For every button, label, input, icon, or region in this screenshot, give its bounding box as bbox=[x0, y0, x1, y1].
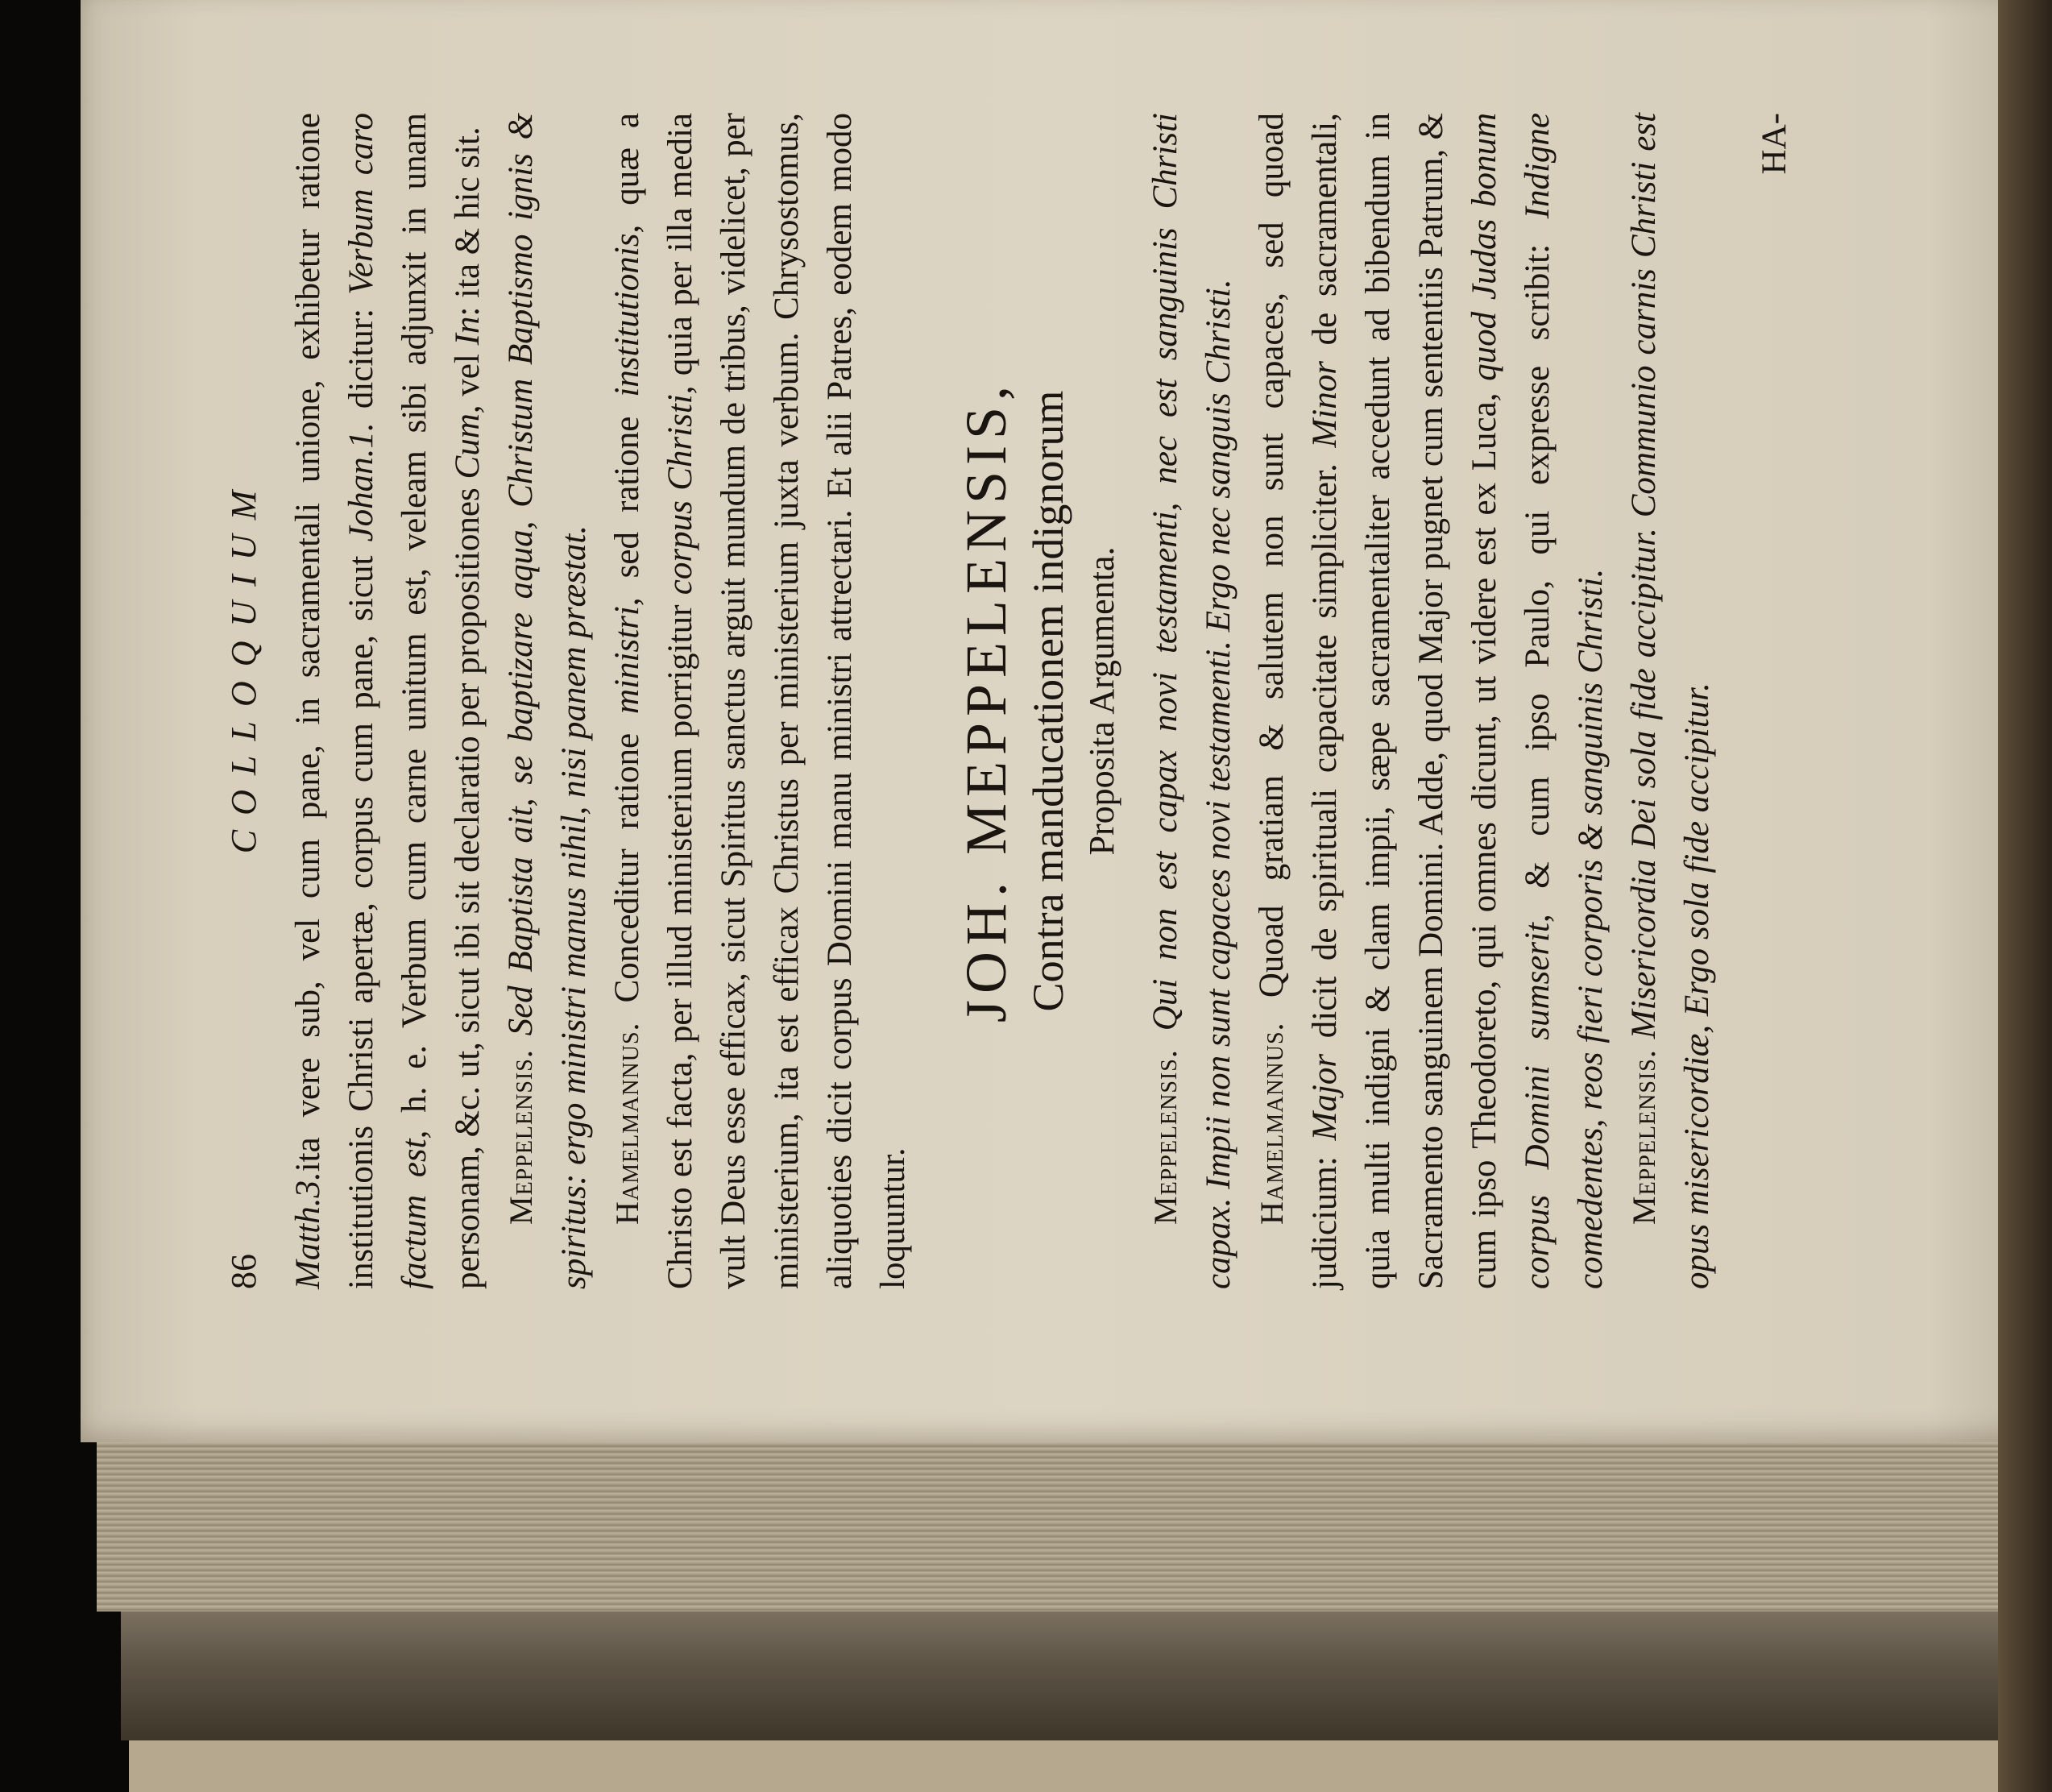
text-run: , sed ratione bbox=[608, 396, 646, 607]
text-run: Meppelensis. bbox=[1626, 1049, 1662, 1225]
book-cover bbox=[129, 1740, 2030, 1792]
text-run: de sacramentali, quia multi indigni & clam impii, sæpe sacramentaliter accedunt ad bibendum in Sacramento sanguinem Domini. Adde, quod Major pugnet cum sententiis Patrum, & cum ipso Theodoreto, qui omnes dicunt, ut videre est ex Luca, bbox=[1306, 113, 1503, 1289]
paragraph bbox=[495, 113, 601, 1289]
book-binding bbox=[121, 1612, 2038, 1740]
catchword: HA- bbox=[1756, 113, 1793, 175]
book-spine bbox=[1998, 0, 2052, 1792]
text-run: quod Judas bonum corpus Domini sumserit bbox=[1465, 112, 1557, 1289]
page-header bbox=[218, 113, 282, 1289]
text-run: : ita & hic sit. bbox=[449, 127, 487, 317]
text-run: Johan.1. bbox=[342, 422, 380, 542]
paragraph bbox=[1246, 113, 1618, 1289]
text-run: corpus Christi bbox=[661, 394, 699, 595]
text-run: Meppelensis. bbox=[503, 1049, 539, 1225]
text-run: dicitur: bbox=[342, 294, 380, 423]
text-run: institutionis bbox=[608, 233, 646, 397]
text-run: Misericordia Dei sola fide accipitur. Communio carnis Christi est opus misericordiæ, Ergo sola fide accipitur. bbox=[1625, 113, 1716, 1289]
text-block bbox=[218, 112, 1793, 1289]
paragraph bbox=[601, 113, 920, 1289]
text-run: Matth.3. bbox=[289, 1172, 327, 1289]
body-section-1 bbox=[282, 113, 920, 1289]
text-run: Major bbox=[1306, 1053, 1344, 1141]
text-run: Verbum caro factum est, bbox=[342, 113, 433, 1289]
text-run: Qui non est capax novi testamenti, nec est sanguinis Christi capax. Impii non sunt capaces novi testamenti. Ergo nec sanguis Christi. bbox=[1146, 113, 1237, 1289]
text-run: Hamelmannus. bbox=[1254, 1022, 1290, 1225]
text-run: In bbox=[449, 316, 487, 346]
text-run: , quia per illa media vult Deus esse efficax, sicut Spiritus sanctus arguit mundum de tribus, videlicet, per ministerium, ita est efficax Christus per ministerium juxta verbum. Chrysostomus, aliquoties dicit corpus Domini manu ministri attrectari. Et alii Patres, eodem modo loquuntur. bbox=[661, 113, 912, 1289]
text-run: Cum, bbox=[449, 404, 487, 479]
paragraph bbox=[1618, 113, 1724, 1289]
text-run: Conceditur ratione bbox=[608, 713, 646, 1023]
text-run: Indigne comedentes, reos fieri corporis & sanguinis Christi. bbox=[1519, 113, 1610, 1289]
section-subtitle: Contra manducationem indignorum bbox=[1024, 390, 1072, 1012]
paragraph bbox=[282, 113, 495, 1289]
text-run: ministri bbox=[608, 606, 646, 714]
body-section-2 bbox=[1139, 113, 1724, 1289]
running-head: COLLOQUIUM bbox=[224, 475, 263, 854]
text-run: h. e. Verbum cum carne unitum est, veleam sibi adjunxit in unam personam, &c. ut, sicut ibi sit declaratio per propositiones bbox=[396, 112, 487, 1289]
text-run: Minor bbox=[1306, 361, 1344, 448]
text-run: Quoad gratiam & salutem non sunt capaces, sed quoad judicium: bbox=[1253, 113, 1344, 1289]
page-number: 86 bbox=[224, 1254, 263, 1289]
page-edges bbox=[97, 1442, 2052, 1612]
text-run: vel bbox=[449, 345, 487, 405]
paragraph bbox=[1139, 113, 1246, 1289]
text-run: dicit de spirituali capacitate simpliciter. bbox=[1306, 447, 1344, 1054]
text-run: Hamelmannus. bbox=[609, 1022, 645, 1225]
section-subheading: Proposita Argumenta. bbox=[1082, 546, 1121, 856]
text-run: , & cum ipso Paulo, qui expresse scribit: bbox=[1519, 218, 1557, 923]
text-run: Meppelensis. bbox=[1147, 1049, 1184, 1225]
text-run: ita vere sub, vel cum pane, in sacramentali unione, exhibetur ratione institutionis Christi apertæ, corpus cum pane, sicut bbox=[289, 113, 380, 1289]
section-title: JOH. MEPPELENSIS, bbox=[954, 379, 1018, 1023]
text-run: Sed Baptista ait, se baptizare aqua, Christum Baptismo ignis & spiritus: ergo ministri manus nihil, nisi panem præstat. bbox=[502, 113, 593, 1289]
text-run: , quæ a Christo est facta, per illud ministerium porrigitur bbox=[608, 113, 699, 1289]
